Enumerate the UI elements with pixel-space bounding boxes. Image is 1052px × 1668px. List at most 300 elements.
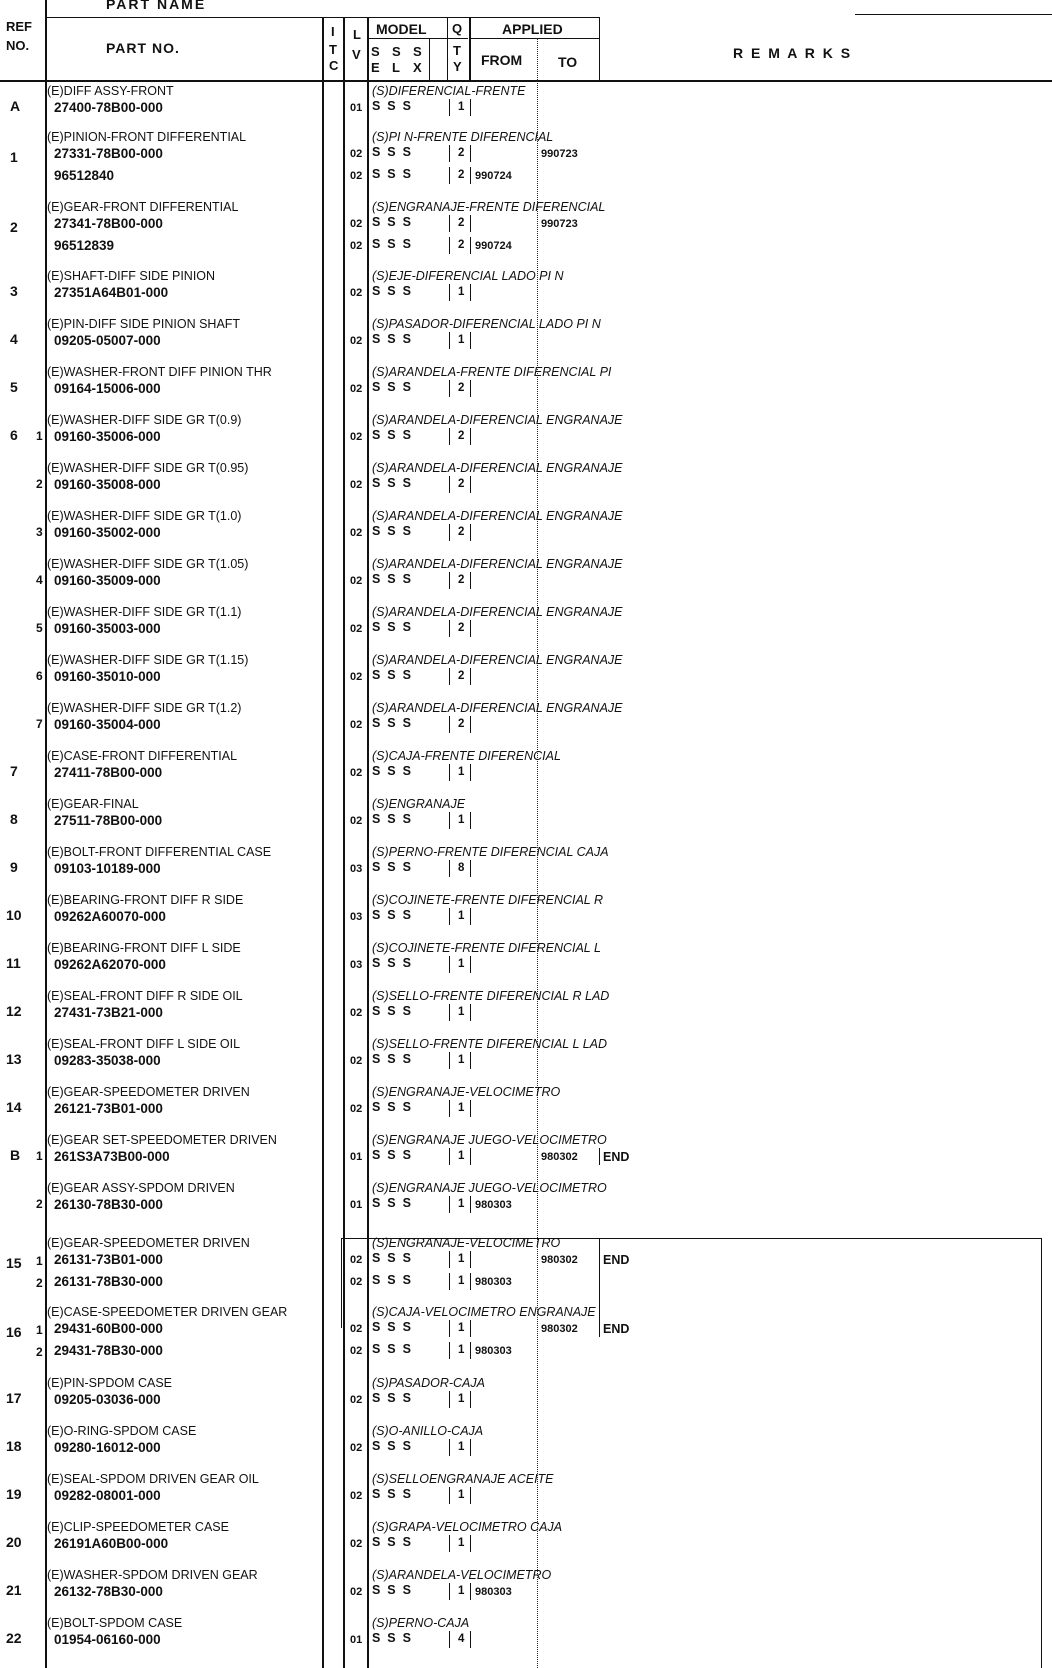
qty-divider: [470, 572, 471, 589]
part-name: (E)WASHER-DIFF SIDE GR T(1.0): [47, 509, 242, 523]
remark: END: [603, 1322, 630, 1336]
part-name: (E)SHAFT-DIFF SIDE PINION: [47, 269, 216, 283]
col-rule-ref: [45, 0, 47, 1668]
part-number: 09103-10189-000: [54, 861, 161, 876]
model-applicability: S S S: [372, 1391, 411, 1405]
part-name: (E)WASHER-FRONT DIFF PINION THR: [47, 365, 272, 379]
qty-divider: [449, 1251, 450, 1268]
part-no-header: PART NO.: [106, 40, 180, 56]
part-number: 27341-78B00-000: [54, 216, 163, 231]
part-number: 96512840: [54, 168, 115, 183]
applied-to: 990723: [541, 218, 578, 230]
ref-number: 17: [6, 1390, 22, 1406]
ref-number: 15: [6, 1255, 22, 1271]
part-number: 27351A64B01-000: [54, 285, 169, 300]
part-name: (E)WASHER-DIFF SIDE GR T(1.15): [47, 653, 249, 667]
model-applicability: S S S: [372, 237, 411, 251]
level: 02: [350, 431, 363, 443]
model-applicability: S S S: [372, 572, 411, 586]
spanish-name: (S)PASADOR-CAJA: [372, 1376, 485, 1390]
applied-header-rule: [470, 38, 600, 39]
ref-number: 12: [6, 1003, 22, 1019]
qty-divider: [470, 524, 471, 541]
qty-divider: [449, 956, 450, 973]
sub-index: 2: [36, 1197, 43, 1211]
model-applicability: S S S: [372, 764, 411, 778]
qty-divider: [470, 1342, 471, 1359]
quantity: 2: [458, 526, 465, 538]
level: 03: [350, 863, 363, 875]
spanish-name: (S)SELLOENGRANAJE ACEITE: [372, 1472, 554, 1486]
quantity: 1: [458, 1489, 465, 1501]
part-name: (E)CASE-FRONT DIFFERENTIAL: [47, 749, 238, 763]
sub-index: 7: [36, 717, 43, 731]
qty-divider: [470, 145, 471, 162]
part-name: (E)GEAR-FINAL: [47, 797, 139, 811]
part-number: 261S3A73B00-000: [54, 1149, 170, 1164]
qty-divider: [449, 908, 450, 925]
qty-divider: [470, 1487, 471, 1504]
quantity: 1: [458, 1393, 465, 1405]
part-number: 09262A60070-000: [54, 909, 166, 924]
applied-to: 980302: [541, 1323, 578, 1335]
col-rule-qty-left: [447, 17, 448, 81]
quantity: 1: [458, 1585, 465, 1597]
model-applicability: S S S: [372, 1004, 411, 1018]
qty-divider: [470, 215, 471, 232]
quantity: 8: [458, 862, 465, 874]
level: 02: [350, 1103, 363, 1115]
ref-number: 10: [6, 907, 22, 923]
spanish-name: (S)ARANDELA-FRENTE DIFERENCIAL PI: [372, 365, 612, 379]
part-name: (E)CASE-SPEEDOMETER DRIVEN GEAR: [47, 1305, 288, 1319]
qty-divider: [470, 1631, 471, 1648]
itc-header-i: I: [331, 24, 335, 39]
model-applicability: S S S: [372, 1535, 411, 1549]
quantity: 1: [458, 1102, 465, 1114]
model-applicability: S S S: [372, 1583, 411, 1597]
spanish-name: (S)ARANDELA-DIFERENCIAL ENGRANAJE: [372, 413, 623, 427]
lv-header-v: V: [352, 47, 361, 62]
spanish-name: (S)GRAPA-VELOCIMETRO CAJA: [372, 1520, 563, 1534]
quantity: 2: [458, 239, 465, 251]
model-applicability: S S S: [372, 620, 411, 634]
model-header-rule: [368, 38, 468, 39]
spanish-name: (S)ENGRANAJE-VELOCIMETRO: [372, 1236, 561, 1250]
model-applicability: S S S: [372, 215, 411, 229]
top-right-rule: [855, 14, 1052, 15]
level: 02: [350, 1442, 363, 1454]
model-applicability: S S S: [372, 812, 411, 826]
col-rule-qty-right: [469, 17, 471, 81]
level: 01: [350, 102, 363, 114]
part-number: 27431-73B21-000: [54, 1005, 163, 1020]
model-applicability: S S S: [372, 1196, 411, 1210]
qty-divider: [449, 1583, 450, 1600]
ref-number: 16: [6, 1324, 22, 1340]
level: 01: [350, 1151, 363, 1163]
qty-divider: [470, 332, 471, 349]
qty-divider: [470, 1320, 471, 1337]
model-applicability: S S S: [372, 860, 411, 874]
ref-number: 20: [6, 1534, 22, 1550]
col-rule-itc-left: [322, 17, 324, 1668]
part-number: 27511-78B00-000: [54, 813, 163, 828]
quantity: 1: [458, 1054, 465, 1066]
ref-number: 21: [6, 1582, 22, 1598]
ref-number: 8: [10, 811, 18, 827]
level: 02: [350, 218, 363, 230]
qty-divider: [449, 99, 450, 116]
col-rule-itc-right: [343, 17, 345, 1668]
qty-divider: [470, 860, 471, 877]
applied-from: 990724: [475, 170, 512, 182]
qty-divider: [449, 1004, 450, 1021]
quantity: 1: [458, 1253, 465, 1265]
applied-from: 980303: [475, 1345, 512, 1357]
quantity: 2: [458, 574, 465, 586]
part-number: 26121-73B01-000: [54, 1101, 163, 1116]
qty-divider: [449, 1148, 450, 1165]
qty-divider: [470, 1535, 471, 1552]
qty-divider: [470, 1196, 471, 1213]
ref-number: 13: [6, 1051, 22, 1067]
qty-divider: [470, 1100, 471, 1117]
qty-header-q: Q: [452, 21, 463, 36]
spanish-name: (S)ARANDELA-DIFERENCIAL ENGRANAJE: [372, 605, 623, 619]
qty-divider: [449, 572, 450, 589]
quantity: 4: [458, 1633, 465, 1645]
ref-number: 2: [10, 219, 18, 235]
quantity: 1: [458, 1006, 465, 1018]
sub-index: 1: [36, 429, 43, 443]
sub-index: 5: [36, 621, 43, 635]
qty-divider: [470, 380, 471, 397]
qty-divider: [470, 668, 471, 685]
quantity: 1: [458, 1441, 465, 1453]
level: 02: [350, 148, 363, 160]
remark-divider: [599, 1320, 600, 1337]
remark-divider: [599, 1148, 600, 1165]
part-name: (E)GEAR-FRONT DIFFERENTIAL: [47, 200, 239, 214]
part-number: 09160-35009-000: [54, 573, 161, 588]
part-number: 09282-08001-000: [54, 1488, 161, 1503]
lv-header-l: L: [353, 27, 361, 42]
qty-divider: [449, 1487, 450, 1504]
part-name: (E)PIN-DIFF SIDE PINION SHAFT: [47, 317, 241, 331]
quantity: 2: [458, 217, 465, 229]
level: 02: [350, 671, 363, 683]
qty-divider: [449, 145, 450, 162]
level: 02: [350, 719, 363, 731]
part-name: (E)WASHER-SPDOM DRIVEN GEAR: [47, 1568, 258, 1582]
part-name: (E)SEAL-FRONT DIFF L SIDE OIL: [47, 1037, 241, 1051]
quantity: 1: [458, 910, 465, 922]
model-applicability: S S S: [372, 668, 411, 682]
model-applicability: S S S: [372, 908, 411, 922]
level: 02: [350, 1345, 363, 1357]
ref-number: 18: [6, 1438, 22, 1454]
ref-number: 22: [6, 1630, 22, 1646]
sub-index: 3: [36, 525, 43, 539]
ref-number: 7: [10, 763, 18, 779]
quantity: 1: [458, 1275, 465, 1287]
qty-divider: [449, 237, 450, 254]
part-name: (E)GEAR-SPEEDOMETER DRIVEN: [47, 1085, 250, 1099]
part-number: 27400-78B00-000: [54, 100, 163, 115]
level: 02: [350, 1490, 363, 1502]
spanish-name: (S)ENGRANAJE JUEGO-VELOCIMETRO: [372, 1181, 607, 1195]
sub-index: 1: [36, 1254, 43, 1268]
level: 01: [350, 1199, 363, 1211]
qty-divider: [470, 1052, 471, 1069]
qty-divider: [449, 1052, 450, 1069]
part-name: (E)GEAR SET-SPEEDOMETER DRIVEN: [47, 1133, 277, 1147]
level: 02: [350, 335, 363, 347]
part-number: 96512839: [54, 238, 115, 253]
qty-divider: [449, 524, 450, 541]
ref-number: 5: [10, 379, 18, 395]
quantity: 1: [458, 766, 465, 778]
spanish-name: (S)COJINETE-FRENTE DIFERENCIAL L: [372, 941, 601, 955]
model-applicability: S S S: [372, 1320, 411, 1334]
qty-divider: [449, 1100, 450, 1117]
level: 02: [350, 767, 363, 779]
col-rule-sx-right: [429, 38, 430, 81]
quantity: 2: [458, 670, 465, 682]
part-number: 09160-35002-000: [54, 525, 161, 540]
part-name: (E)GEAR-SPEEDOMETER DRIVEN: [47, 1236, 250, 1250]
quantity: 2: [458, 147, 465, 159]
ref-number: 4: [10, 331, 18, 347]
part-number: 26130-78B30-000: [54, 1197, 163, 1212]
model-applicability: S S S: [372, 1148, 411, 1162]
part-name: (E)BOLT-SPDOM CASE: [47, 1616, 183, 1630]
model-col-sx: S X: [413, 44, 422, 75]
model-applicability: S S S: [372, 1487, 411, 1501]
applied-from: 980303: [475, 1586, 512, 1598]
quantity: 1: [458, 1537, 465, 1549]
quantity: 2: [458, 478, 465, 490]
qty-divider: [470, 764, 471, 781]
spanish-name: (S)ARANDELA-DIFERENCIAL ENGRANAJE: [372, 653, 623, 667]
spanish-name: (S)ENGRANAJE-FRENTE DIFERENCIAL: [372, 200, 606, 214]
level: 01: [350, 1634, 363, 1646]
qty-divider: [449, 1273, 450, 1290]
part-name: (E)O-RING-SPDOM CASE: [47, 1424, 197, 1438]
spanish-name: (S)DIFERENCIAL-FRENTE: [372, 84, 526, 98]
model-applicability: S S S: [372, 332, 411, 346]
level: 02: [350, 1394, 363, 1406]
remark: END: [603, 1253, 630, 1267]
spanish-name: (S)EJE-DIFERENCIAL LADO PI N: [372, 269, 564, 283]
ref-number: 6: [10, 427, 18, 443]
part-number: 09262A62070-000: [54, 957, 166, 972]
level: 02: [350, 1254, 363, 1266]
spanish-name: (S)ARANDELA-DIFERENCIAL ENGRANAJE: [372, 701, 623, 715]
model-applicability: S S S: [372, 716, 411, 730]
level: 02: [350, 287, 363, 299]
spanish-name: (S)ARANDELA-VELOCIMETRO: [372, 1568, 552, 1582]
qty-divider: [470, 99, 471, 116]
qty-divider: [449, 215, 450, 232]
part-name: (E)WASHER-DIFF SIDE GR T(1.05): [47, 557, 249, 571]
quantity: 1: [458, 1198, 465, 1210]
part-number: 09160-35003-000: [54, 621, 161, 636]
quantity: 2: [458, 622, 465, 634]
part-number: 27411-78B00-000: [54, 765, 163, 780]
col-rule-model-left: [367, 17, 369, 1668]
model-applicability: S S S: [372, 476, 411, 490]
remark: END: [603, 1150, 630, 1164]
ref-number: 3: [10, 283, 18, 299]
model-applicability: S S S: [372, 1251, 411, 1265]
ref-number: 14: [6, 1099, 22, 1115]
header-bottom-rule: [0, 80, 1052, 82]
qty-divider: [449, 1196, 450, 1213]
model-applicability: S S S: [372, 956, 411, 970]
applied-from: 980303: [475, 1199, 512, 1211]
model-applicability: S S S: [372, 524, 411, 538]
spanish-name: (S)CAJA-FRENTE DIFERENCIAL: [372, 749, 561, 763]
qty-divider: [470, 956, 471, 973]
level: 02: [350, 1276, 363, 1288]
sub-index: 2: [36, 477, 43, 491]
part-name: (E)GEAR ASSY-SPDOM DRIVEN: [47, 1181, 235, 1195]
model-applicability: S S S: [372, 1631, 411, 1645]
level: 02: [350, 170, 363, 182]
itc-header-c: C: [329, 58, 339, 73]
spanish-name: (S)PI N-FRENTE DIFERENCIAL: [372, 130, 554, 144]
model-applicability: S S S: [372, 1273, 411, 1287]
qty-divider: [470, 1251, 471, 1268]
part-number: 26191A60B00-000: [54, 1536, 169, 1551]
ref-number: A: [10, 98, 21, 114]
qty-divider: [449, 428, 450, 445]
quantity: 2: [458, 430, 465, 442]
spanish-name: (S)COJINETE-FRENTE DIFERENCIAL R: [372, 893, 604, 907]
qty-divider: [470, 284, 471, 301]
part-number: 26132-78B30-000: [54, 1584, 163, 1599]
level: 02: [350, 623, 363, 635]
part-name: (E)PINION-FRONT DIFFERENTIAL: [47, 130, 247, 144]
level: 02: [350, 1323, 363, 1335]
remarks-header: R E M A R K S: [733, 45, 853, 61]
model-applicability: S S S: [372, 167, 411, 181]
col-rule-applied-right: [599, 17, 600, 81]
applied-header: APPLIED: [502, 21, 563, 37]
qty-divider: [449, 332, 450, 349]
part-number: 26131-78B30-000: [54, 1274, 163, 1289]
part-name: (E)WASHER-DIFF SIDE GR T(0.95): [47, 461, 249, 475]
remark-box-right: [1041, 1238, 1042, 1668]
quantity: 1: [458, 1322, 465, 1334]
part-number: 29431-60B00-000: [54, 1321, 163, 1336]
qty-divider: [449, 1320, 450, 1337]
qty-divider: [449, 284, 450, 301]
part-number: 09280-16012-000: [54, 1440, 161, 1455]
part-number: 09205-05007-000: [54, 333, 161, 348]
quantity: 1: [458, 101, 465, 113]
part-name: (E)WASHER-DIFF SIDE GR T(1.2): [47, 701, 242, 715]
spanish-name: (S)ENGRANAJE JUEGO-VELOCIMETRO: [372, 1133, 607, 1147]
applied-to: 990723: [541, 148, 578, 160]
qty-header-y: Y: [453, 59, 462, 74]
qty-divider: [470, 167, 471, 184]
ref-number: 1: [10, 149, 18, 165]
ref-number: 19: [6, 1486, 22, 1502]
quantity: 1: [458, 1344, 465, 1356]
level: 03: [350, 959, 363, 971]
qty-header-t: T: [453, 43, 461, 58]
quantity: 2: [458, 169, 465, 181]
spanish-name: (S)ENGRANAJE: [372, 797, 466, 811]
part-name: (E)WASHER-DIFF SIDE GR T(0.9): [47, 413, 242, 427]
qty-divider: [470, 1391, 471, 1408]
part-number: 29431-78B30-000: [54, 1343, 163, 1358]
qty-divider: [449, 620, 450, 637]
ref-header-line1: REF: [6, 19, 32, 34]
part-number: 27331-78B00-000: [54, 146, 163, 161]
remark-divider: [599, 1251, 600, 1268]
quantity: 2: [458, 718, 465, 730]
spanish-name: (S)ARANDELA-DIFERENCIAL ENGRANAJE: [372, 461, 623, 475]
model-header: MODEL: [376, 21, 427, 37]
sub-index: 2: [36, 1276, 43, 1290]
qty-divider: [449, 668, 450, 685]
spanish-name: (S)O-ANILLO-CAJA: [372, 1424, 484, 1438]
model-applicability: S S S: [372, 380, 411, 394]
model-applicability: S S S: [372, 284, 411, 298]
sub-index: 1: [36, 1149, 43, 1163]
sub-index: 6: [36, 669, 43, 683]
row-15-bracket: [341, 1238, 342, 1328]
level: 02: [350, 383, 363, 395]
spanish-name: (S)PERNO-CAJA: [372, 1616, 470, 1630]
spanish-name: (S)ARANDELA-DIFERENCIAL ENGRANAJE: [372, 509, 623, 523]
part-name: (E)CLIP-SPEEDOMETER CASE: [47, 1520, 229, 1534]
applied-from: 990724: [475, 240, 512, 252]
qty-divider: [470, 1148, 471, 1165]
level: 02: [350, 815, 363, 827]
to-header: TO: [558, 54, 578, 70]
sub-index: 2: [36, 1345, 43, 1359]
spanish-name: (S)ARANDELA-DIFERENCIAL ENGRANAJE: [372, 557, 623, 571]
part-name: (E)SEAL-FRONT DIFF R SIDE OIL: [47, 989, 243, 1003]
qty-divider: [449, 476, 450, 493]
part-number: 09160-35008-000: [54, 477, 161, 492]
level: 02: [350, 240, 363, 252]
qty-divider: [470, 1583, 471, 1600]
ref-number: 11: [6, 955, 21, 971]
spanish-name: (S)CAJA-VELOCIMETRO ENGRANAJE: [372, 1305, 596, 1319]
qty-divider: [470, 1273, 471, 1290]
qty-divider: [449, 716, 450, 733]
from-header: FROM: [481, 52, 523, 68]
qty-divider: [449, 1391, 450, 1408]
quantity: 2: [458, 382, 465, 394]
spanish-name: (S)PASADOR-DIFERENCIAL LADO PI N: [372, 317, 601, 331]
qty-divider: [449, 167, 450, 184]
part-name: (E)BEARING-FRONT DIFF L SIDE: [47, 941, 241, 955]
qty-divider: [470, 1439, 471, 1456]
part-name-header: PART NAME: [106, 0, 207, 12]
part-number: 09160-35006-000: [54, 429, 161, 444]
qty-divider: [449, 380, 450, 397]
part-number: 09164-15006-000: [54, 381, 161, 396]
part-number: 09160-35010-000: [54, 669, 161, 684]
qty-divider: [470, 428, 471, 445]
